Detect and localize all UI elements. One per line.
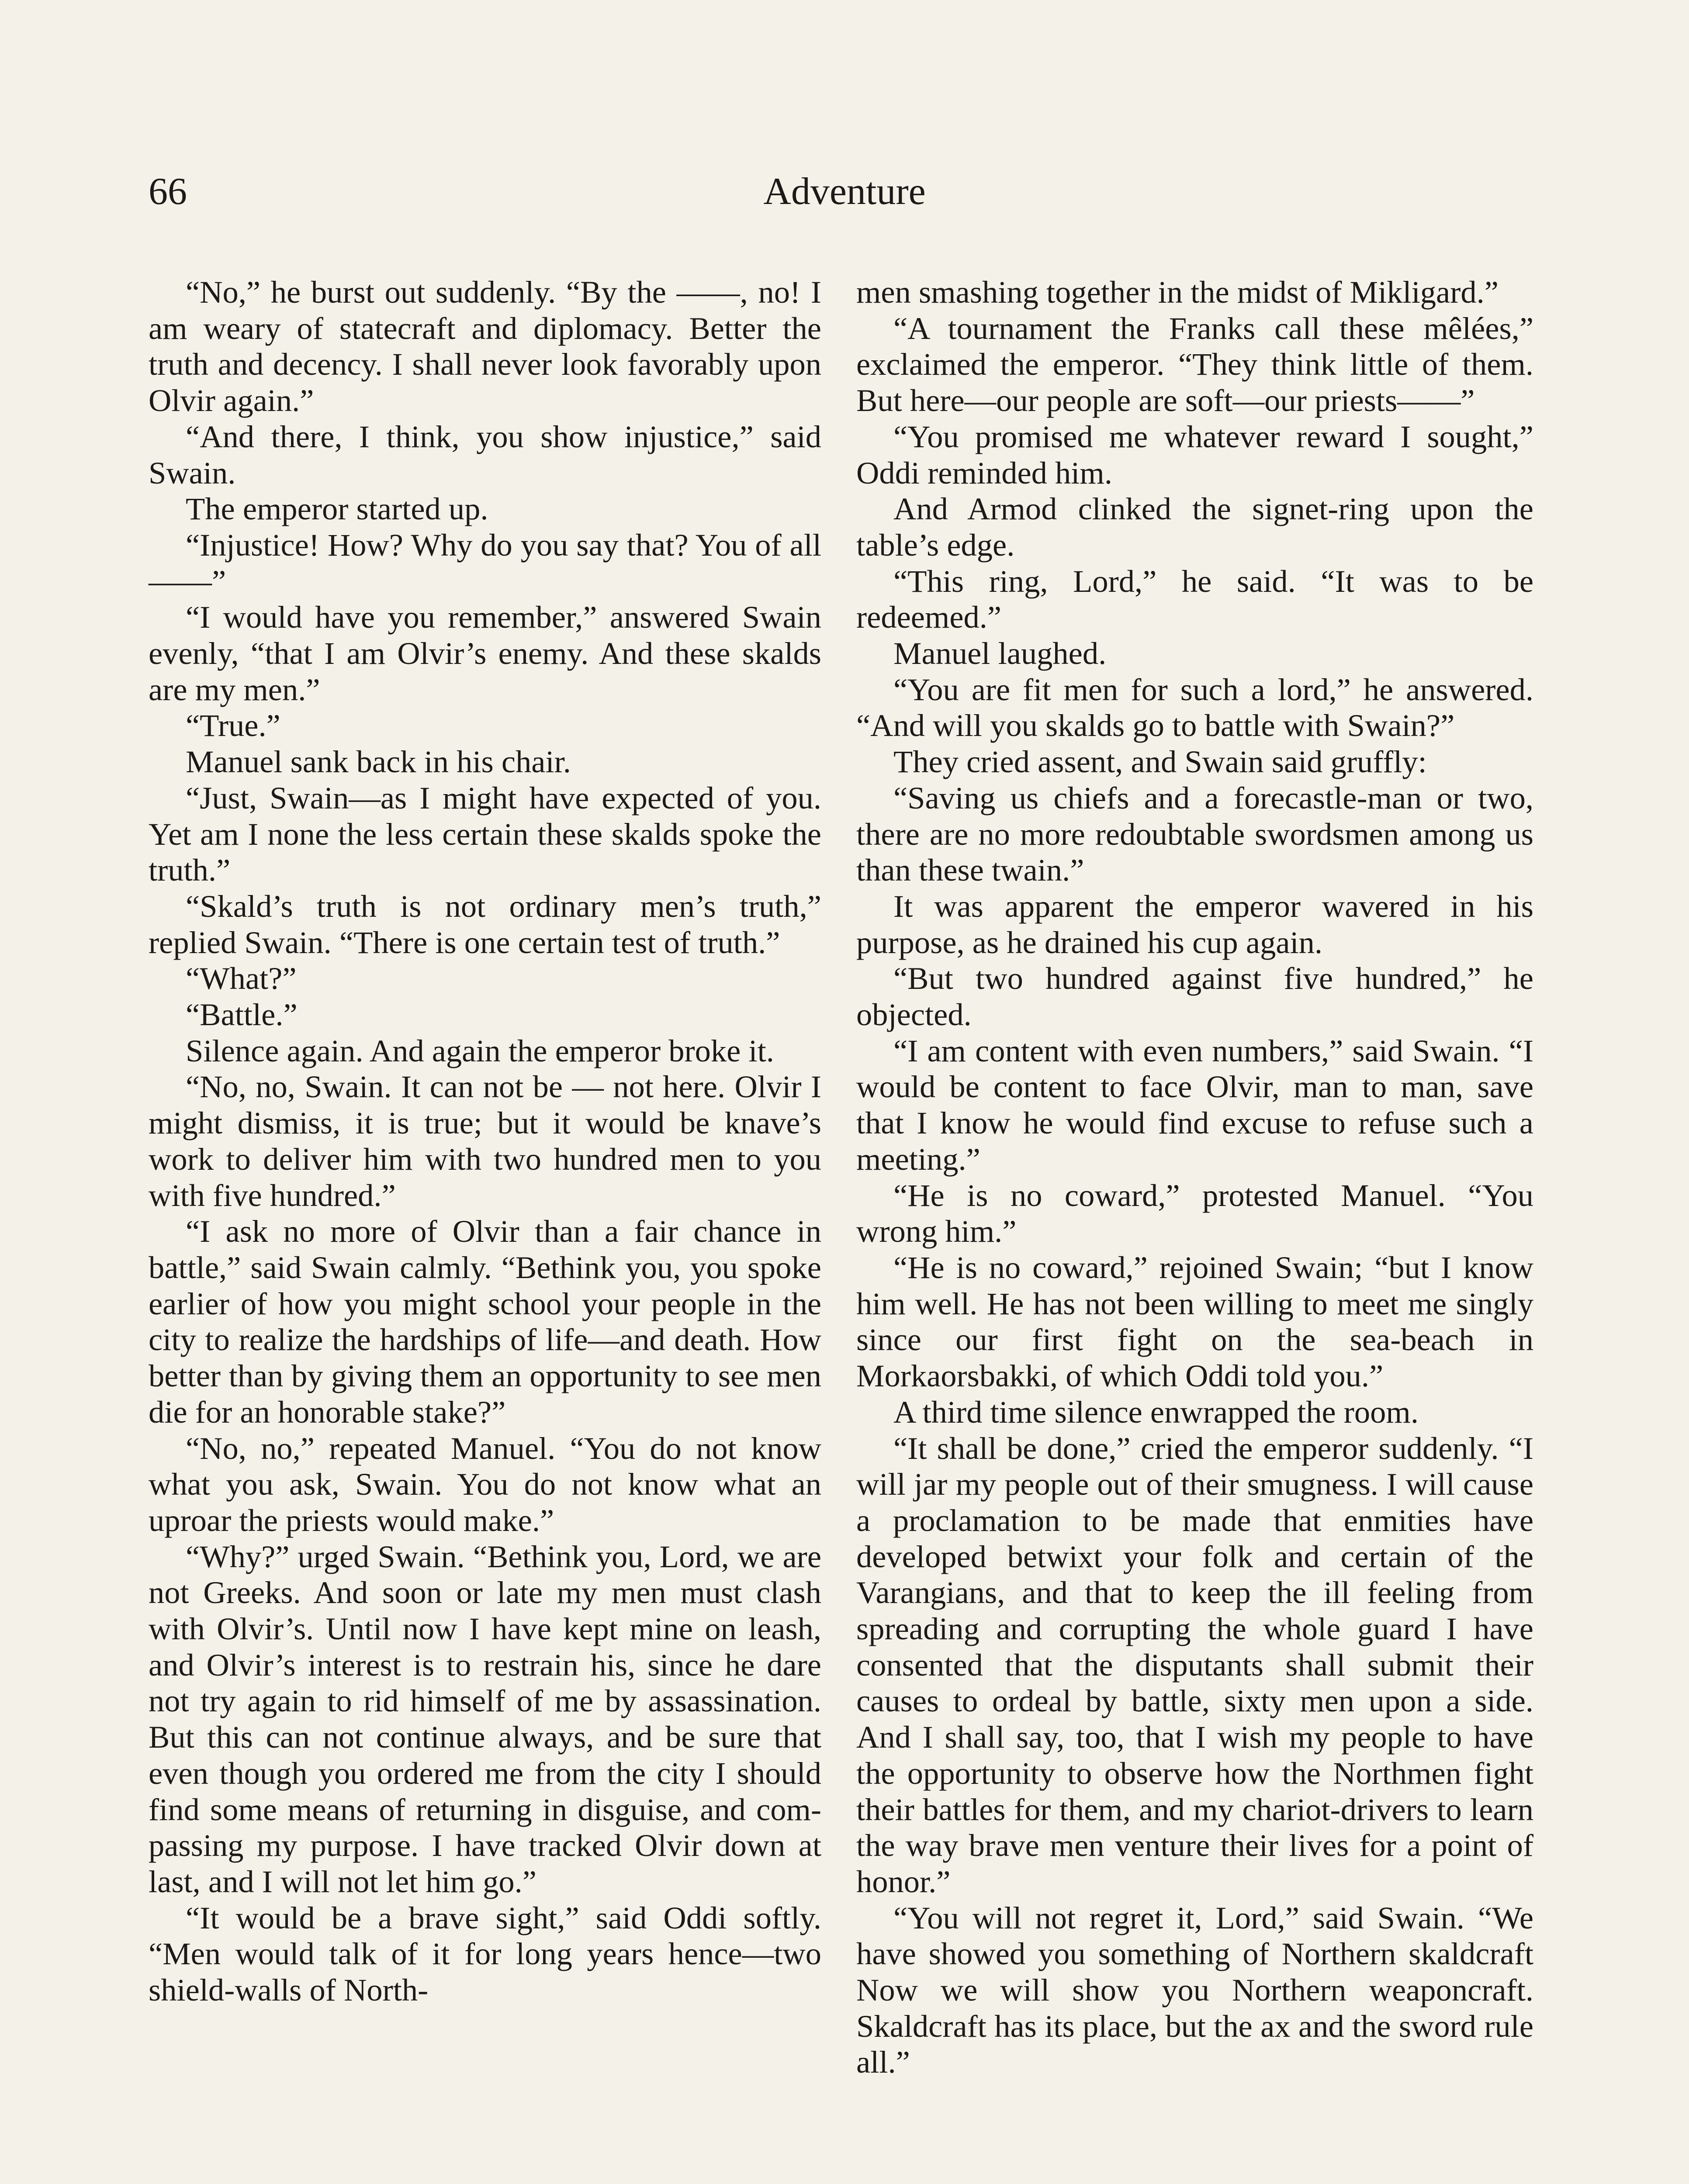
- running-title: Adventure: [763, 170, 926, 213]
- page-number: 66: [149, 170, 187, 213]
- paragraph: The emperor started up.: [186, 491, 488, 527]
- paragraph: “And there, I think, you show injustice,” said Swain.: [149, 418, 821, 491]
- paragraph: “But two hundred against five hundred,” he objected.: [856, 961, 1533, 1033]
- paragraph: “He is no coward,” rejoined Swain; “but I know him well. He has not been willing to meet me singly since our first fight on the sea-beach in Morkaorsbakki, of which Oddi told you.”: [856, 1249, 1533, 1394]
- paragraph: “This ring, Lord,” he said. “It was to be redeemed.”: [856, 563, 1533, 635]
- paragraph: “True.”: [186, 708, 280, 743]
- paragraph: “It shall be done,” cried the emperor suddenly. “I will jar my people out of their smugness. I will cause a proclamation to be made that enmities have developed betwixt your folk and certain of the Varangians, and that to keep the ill feeling from spreading and corrupting the whole guard I have consented that the disputants shall submit their causes to ordeal by battle, sixty men upon a side. And I shall say, too, that I wish my people to have the opportunity to observe how the Northmen fight their battles for them, and my chariot-drivers to learn the way brave men venture their lives for a point of honor.”: [856, 1430, 1533, 1899]
- paragraph: “I ask no more of Olvir than a fair chance in battle,” said Swain calmly. “Bethink you, you spoke earlier of how you might school your people in the city to realize the hardships of life—and death. How better than by giving them an opportunity to see men die for an honorable stake?”: [149, 1213, 821, 1430]
- paragraph: “I would have you remember,” answered Swain evenly, “that I am Olvir’s enemy. And these skalds are my men.”: [149, 599, 821, 707]
- paragraph: It was apparent the emperor wavered in his purpose, as he drained his cup again.: [856, 888, 1533, 960]
- paragraph: “Why?” urged Swain. “Bethink you, Lord, we are not Greeks. And soon or late my men must clash with Olvir’s. Until now I have kept mine on leash, and Olvir’s interest is to restrain his, since he dare not try again to rid himself of me by assassination. But this can not continue always, and be sure that even though you ordered me from the city I should find some means of returning in disguise, and compassing my purpose. I have tracked Olvir down at last, and I will not let him go.”: [149, 1538, 821, 1899]
- paragraph: “You promised me whatever reward I sought,” Oddi reminded him.: [856, 418, 1533, 491]
- paragraph: “You will not regret it, Lord,” said Swain. “We have showed you something of Northern skaldcraft Now we will show you Northern weaponcraft. Skaldcraft has its place, but the ax and the sword rule all.”: [856, 1900, 1533, 2080]
- right-column: [856, 274, 1533, 2080]
- paragraph: Manuel laughed.: [893, 636, 1107, 671]
- paragraph: “No, no,” repeated Manuel. “You do not know what you ask, Swain. You do not know what an uproar the priests would make.”: [149, 1430, 821, 1538]
- paragraph-continuation: men smashing together in the midst of Mikligard.”: [856, 274, 1499, 310]
- paragraph: “You are fit men for such a lord,” he answered. “And will you skalds go to battle with Swain?”: [856, 671, 1533, 743]
- paragraph: “Saving us chiefs and a forecastle-man or two, there are no more redoubtable swordsmen among us than these twain.”: [856, 780, 1533, 888]
- paragraph: “Just, Swain—as I might have expected of you. Yet am I none the less certain these skalds spoke the truth.”: [149, 780, 821, 888]
- paragraph: “No, no, Swain. It can not be — not here. Olvir I might dismiss, it is true; but it would be knave’s work to deliver him with two hundred men to you with five hundred.”: [149, 1069, 821, 1213]
- paragraph: Manuel sank back in his chair.: [186, 744, 571, 780]
- paragraph: “A tournament the Franks call these mêlées,” exclaimed the emperor. “They think little of them. But here—our people are soft—our priests——”: [856, 310, 1533, 418]
- paragraph: “It would be a brave sight,” said Oddi softly. “Men would talk of it for long years hence—two shield-walls of North-: [149, 1900, 821, 2008]
- paragraph: And Armod clinked the signet-ring upon the table’s edge.: [856, 491, 1533, 563]
- paragraph: “What?”: [186, 961, 297, 996]
- paragraph: “Injustice! How? Why do you say that? You of all——”: [149, 527, 821, 599]
- paragraph: They cried assent, and Swain said gruffly:: [893, 744, 1427, 780]
- left-column: [149, 274, 821, 2008]
- paragraph: “I am content with even numbers,” said Swain. “I would be content to face Olvir, man to man, save that I know he would find excuse to refuse such a meeting.”: [856, 1033, 1533, 1177]
- paragraph: “Battle.”: [186, 997, 298, 1033]
- paragraph: A third time silence enwrapped the room.: [893, 1394, 1419, 1430]
- paragraph: “He is no coward,” protested Manuel. “You wrong him.”: [856, 1177, 1533, 1249]
- paragraph: Silence again. And again the emperor broke it.: [186, 1033, 774, 1068]
- paragraph: “Skald’s truth is not ordinary men’s truth,” replied Swain. “There is one certain test of truth.”: [149, 888, 821, 960]
- paragraph: “No,” he burst out suddenly. “By the ——, no! I am weary of statecraft and diplomacy. Better the truth and decency. I shall never look favorably upon Olvir again.”: [149, 274, 821, 418]
